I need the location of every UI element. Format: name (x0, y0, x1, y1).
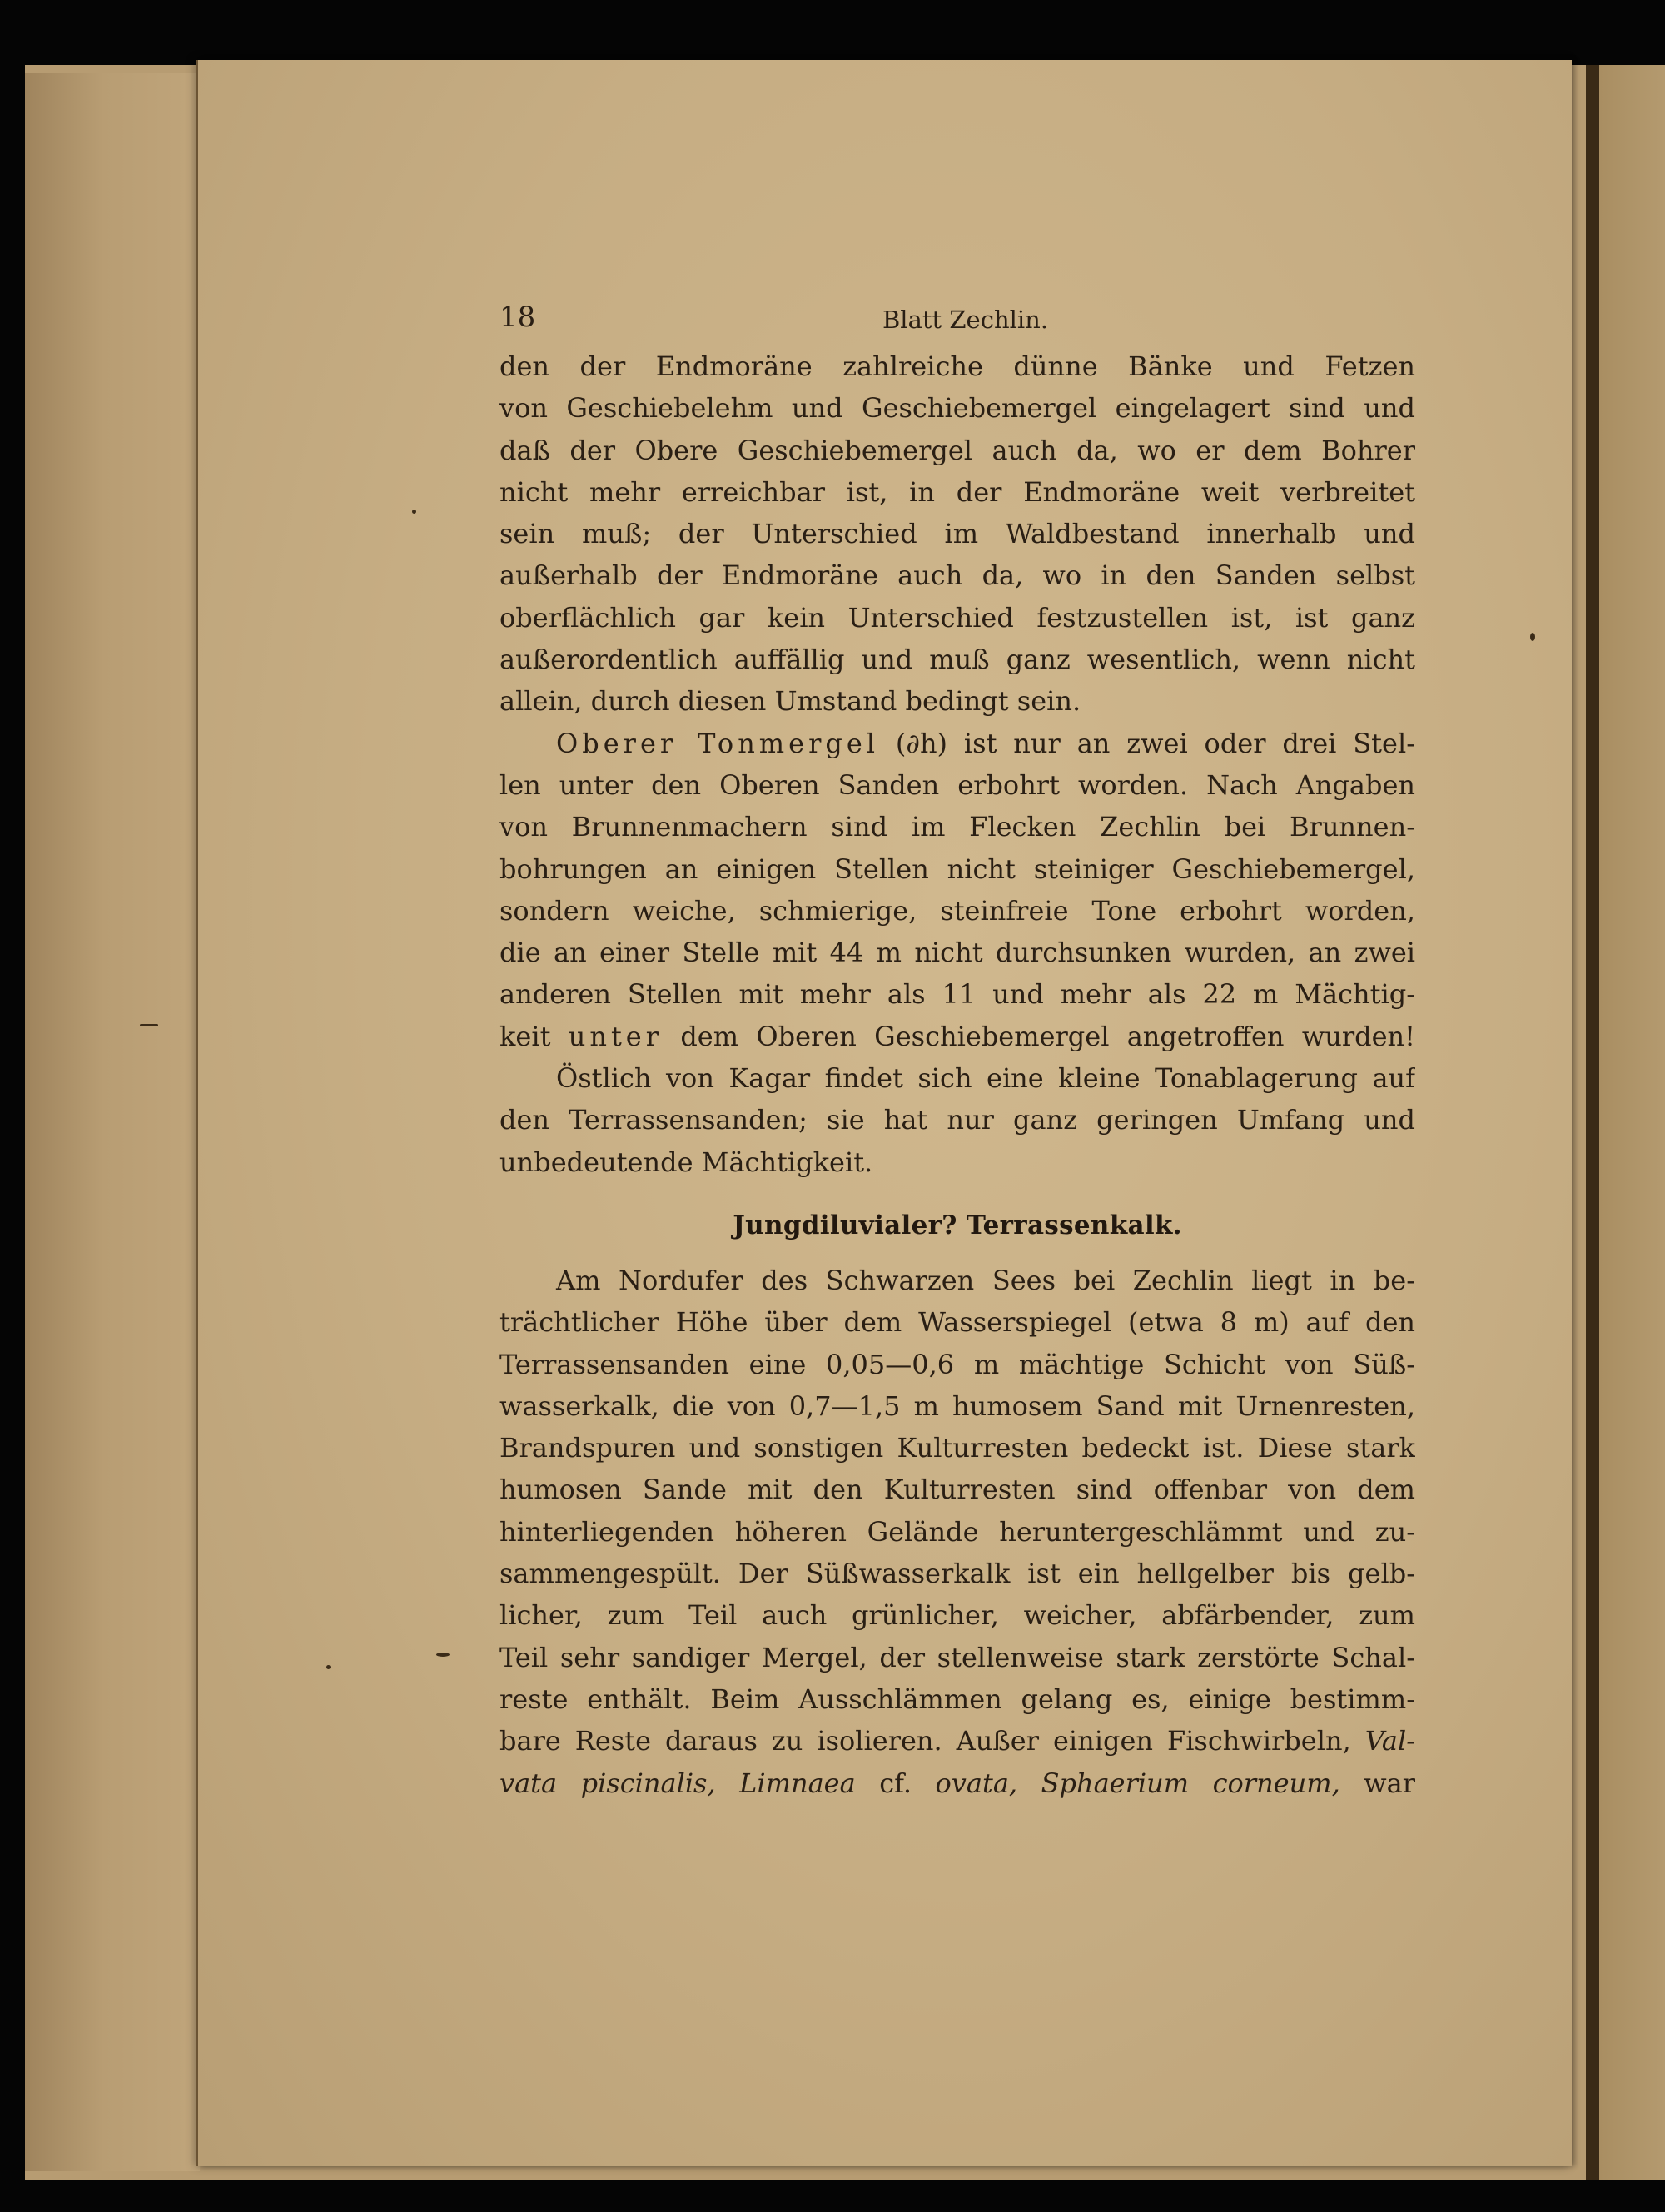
text-line (500, 723, 1415, 764)
running-title: Blatt Zechlin. (882, 306, 1049, 334)
text-line (500, 1720, 1415, 1762)
text-line: wasserkalk, die von 0,7—1,5 m humosem Sand mit Urnenresten, (500, 1389, 1415, 1422)
text-line: unbedeutende Mächtigkeit. (500, 1146, 873, 1178)
text-fragment: keit (500, 1020, 569, 1052)
text-line: reste enthält. Beim Ausschlämmen gelang es, einige bestimm- (500, 1683, 1415, 1715)
text-line: nicht mehr erreichbar ist, in der Endmoräne weit verbreitet (500, 475, 1415, 508)
page-number: 18 (500, 301, 536, 334)
text-line: außerhalb der Endmoräne auch da, wo in den Sanden selbst (500, 559, 1415, 592)
text-line: daß der Obere Geschiebemergel auch da, wo er dem Bohrer (500, 434, 1415, 466)
text-fragment: war (1339, 1767, 1415, 1799)
text-line: von Geschiebelehm und Geschiebemergel eingelagert sind und (500, 392, 1415, 425)
text-line: licher, zum Teil auch grünlicher, weicher, abfärbender, zum (500, 1599, 1415, 1632)
text-line: sammengespült. Der Süßwasserkalk ist ein hellgelber bis gelb- (500, 1558, 1415, 1590)
text-line: Teil sehr sandiger Mergel, der stellenweise stark zerstörte Schal- (500, 1641, 1415, 1673)
text-line: von Brunnenmachern sind im Flecken Zechlin bei Brunnen- (500, 811, 1415, 843)
right-gutter (1586, 65, 1599, 2180)
text-line: len unter den Oberen Sanden erbohrt worden. Nach Angaben (500, 768, 1415, 801)
paragraph-tonmergel (500, 723, 1415, 1057)
text-line: den der Endmoräne zahlreiche dünne Bänke und Fetzen (500, 350, 1415, 382)
text-line: oberflächlich gar kein Unterschied festzustellen ist, ist ganz (500, 601, 1415, 634)
text-line: Brandspuren und sonstigen Kulturresten bedeckt ist. Diese stark (500, 1432, 1415, 1464)
paragraph-kagar (500, 1057, 1415, 1183)
paper-fleck (412, 510, 416, 514)
text-fragment: (∂h) ist nur an zwei oder drei Stel- (879, 727, 1415, 759)
text-line: sondern weiche, schmierige, steinfreie Tone erbohrt worden, (500, 894, 1415, 927)
paper-fleck (140, 1024, 158, 1026)
text-line: Terrassensanden eine 0,05—0,6 m mächtige Schicht von Süß- (500, 1348, 1415, 1380)
text-line (500, 1016, 1415, 1057)
text-line: den Terrassensanden; sie hat nur ganz geringen Umfang und (500, 1104, 1415, 1136)
paper-fleck (326, 1665, 331, 1669)
text-column (500, 296, 1415, 1804)
text-line: außerordentlich auffällig und muß ganz wesentlich, wenn nicht (500, 644, 1415, 676)
section-heading: Jungdiluvialer? Terrassenkalk. (733, 1210, 1182, 1240)
text-line: bohrungen an einigen Stellen nicht steiniger Geschiebemergel, (500, 852, 1415, 885)
text-line: sein muß; der Unterschied im Waldbestand innerhalb und (500, 518, 1415, 550)
paragraph-endmoraene (500, 345, 1415, 723)
page-fold-line (196, 60, 198, 2166)
text-line: anderen Stellen mit mehr als 11 und mehr als 22 m Mächtig- (500, 978, 1415, 1011)
species-name-italic: Val- (1364, 1725, 1415, 1757)
text-line: die an einer Stelle mit 44 m nicht durchsunken wurden, an zwei (500, 937, 1415, 969)
next-page-edge (1599, 65, 1665, 2180)
text-line (500, 1762, 1415, 1804)
text-line: allein, durch diesen Umstand bedingt sein. (500, 685, 1081, 718)
text-fragment: bare Reste daraus zu isolieren. Außer einigen Fischwirbeln, (500, 1725, 1365, 1757)
paragraph-terrassenkalk (500, 1260, 1415, 1804)
term-oberer-tonmergel: Oberer Tonmergel (556, 727, 880, 759)
text-line: trächtlicher Höhe über dem Wasserspiegel (etwa 8 m) auf den (500, 1306, 1415, 1339)
paper-fleck (1530, 633, 1535, 641)
text-line: hinterliegenden höheren Gelände heruntergeschlämmt und zu- (500, 1515, 1415, 1548)
species-name-italic: vata piscinalis, Limnaea (500, 1767, 856, 1799)
text-fragment: dem Oberen Geschiebemergel angetroffen wurden! (663, 1020, 1415, 1052)
emphasis-unter: unter (568, 1020, 664, 1052)
text-line: Am Nordufer des Schwarzen Sees bei Zechlin liegt in be- (556, 1264, 1415, 1296)
text-line: humosen Sande mit den Kulturresten sind offenbar von dem (500, 1474, 1415, 1506)
left-page-edge (25, 73, 200, 2171)
species-name-italic: ovata, Sphaerium corneum, (935, 1767, 1340, 1799)
text-fragment: cf. (855, 1767, 936, 1799)
paper-fleck (436, 1653, 450, 1657)
text-line: Östlich von Kagar findet sich eine kleine Tonablagerung auf (556, 1062, 1415, 1095)
page-header (500, 296, 1415, 345)
